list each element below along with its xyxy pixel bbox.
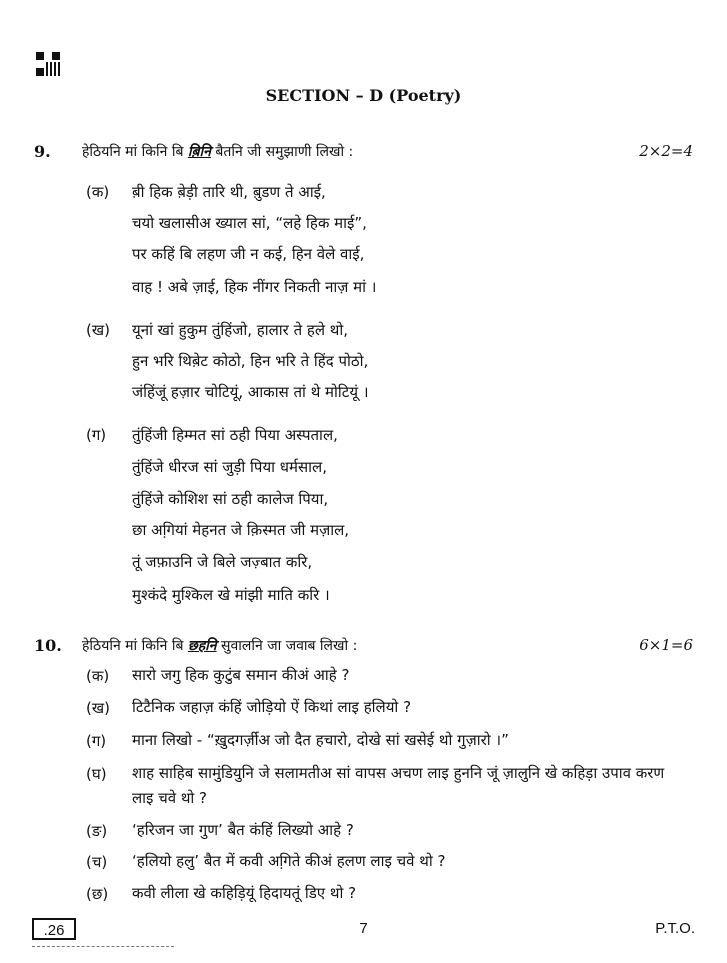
- q10-item-text: ‘हलियो हलु’ बैत में कवी अगि़ते कीअं हलण लाइ चवे थो ?: [132, 852, 446, 870]
- q10-item-label: (ङ): [86, 822, 108, 840]
- question-10-instruction: [82, 636, 357, 655]
- q10-item-text: माना लिखो - “ख़ुदगर्ज़ीअ जो दैत हचारो, दोखे सां खसेई थो गुज़ारो ।”: [132, 731, 509, 749]
- poem-line: पर कहिं बि लहण जी न कई, हिन वेले वाई,: [132, 245, 365, 263]
- question-10-instruction-post: सुवालनि जा जवाब लिखो :: [216, 638, 358, 654]
- poem-line: यूनां खां हुकुम तुंहिंजो, हालार ते हले थो,: [132, 321, 349, 339]
- qr-code: [36, 52, 60, 76]
- section-title: SECTION – D (Poetry): [265, 86, 462, 105]
- poem-line: तूं जफ़ाउनि जे बिले जज़्बात करि,: [132, 553, 313, 571]
- poem-line: मुश्कंदे मुश्किल खे मांझी माति करि ।: [132, 586, 330, 604]
- q10-item-label: (छ): [86, 885, 109, 903]
- question-9-instruction-pre: हेठियनि मां किनि बि: [82, 144, 188, 160]
- q10-item-text: टिटैनिक जहाज़ कंहिं जोड़ियो ऐं किथां लाइ हलियो ?: [132, 698, 412, 716]
- poem-line: जंहिंजूं हज़ार चोटियूं, आकास तां थे मोटियूं ।: [132, 383, 369, 401]
- poem-line: हुन भरि थिब़ेट कोठो, हिन भरि ते हिंद पोठो,: [132, 352, 369, 370]
- q10-item-label: (घ): [86, 765, 107, 783]
- q9-part-label: (ग): [86, 426, 107, 444]
- page-number: 7: [359, 920, 368, 937]
- q10-item-text: ‘हरिजन जा गुण’ बैत कंहिं लिख्यो आहे ?: [132, 821, 354, 839]
- paper-code-box: .26: [32, 918, 76, 940]
- q9-part-label: (क): [86, 183, 110, 201]
- q10-item-label: (ग): [86, 732, 107, 750]
- pto-label: P.T.O.: [655, 920, 695, 937]
- q10-item-label: (क): [86, 667, 110, 685]
- question-9-instruction: [82, 142, 353, 161]
- poem-line: वाह ! अबे ज़ाई, हिक नींगर निकती नाज़ मां ।: [132, 278, 377, 296]
- poem-line: तुंहिंजे कोशिश सां ठही कालेज पिया,: [132, 490, 329, 508]
- question-9-keyword: ब़िनि: [187, 144, 211, 160]
- poem-line: चयो खलासीअ ख्याल सां, “लहे हिक माई”,: [132, 214, 367, 232]
- poem-line: तुंहिंजी हिम्मत सां ठही पिया अस्पताल,: [132, 426, 338, 444]
- q10-item-label: (च): [86, 853, 108, 871]
- q10-item-text: कवी लीला खे कहिड़ियूं हिदायतूं डिए थो ?: [132, 884, 357, 902]
- divider: [32, 946, 174, 947]
- question-10-marks: 6×1=6: [639, 636, 693, 654]
- q10-item-label: (ख): [86, 699, 110, 717]
- question-9-marks: 2×2=4: [639, 142, 693, 160]
- poem-line: तुंहिंजे धीरज सां जुड़ी पिया धर्मसाल,: [132, 458, 327, 476]
- question-9-instruction-post: बैतनि जी समुझाणी लिखो :: [210, 144, 354, 160]
- q9-part-label: (ख): [86, 321, 110, 339]
- poem-line: छा अगि़यां मेहनत जे क़िस्मत जी मज़ाल,: [132, 521, 350, 539]
- question-10-instruction-pre: हेठियनि मां किनि बि: [82, 638, 188, 654]
- question-10-number: 10.: [34, 636, 62, 655]
- question-9-number: 9.: [34, 142, 51, 161]
- q10-item-text: शाह साहिब सामुंडियुनि जे सलामतीअ सां वापस अचण लाइ हुननि जूं ज़ालुनि खे कहिड़ा उपाव करण लाइ चवे थो ?: [132, 764, 665, 807]
- poem-line: ब़ी हिक ब़ेड़ी तारि थी, ब़ुडण ते आई,: [132, 183, 326, 201]
- question-10-keyword: छहनि: [187, 638, 217, 654]
- q10-item-text: सारो जगु हिक कुटुंब समान कीअं आहे ?: [132, 666, 350, 684]
